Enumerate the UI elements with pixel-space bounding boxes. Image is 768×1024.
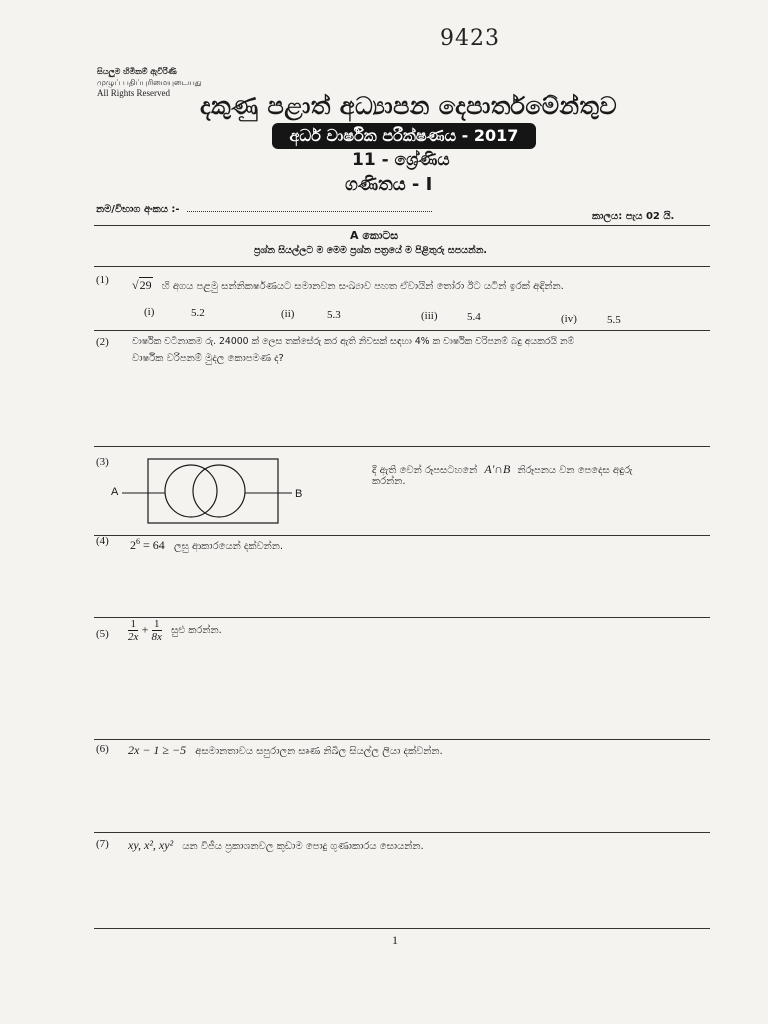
- name-label: නම/විභාග අංකය :-: [96, 204, 180, 215]
- option-value[interactable]: 5.4: [467, 311, 481, 323]
- set-a-label: A: [111, 486, 119, 498]
- question-number: (6): [96, 743, 109, 755]
- inequality-expression: 2x − 1 ≥ −5: [128, 743, 187, 757]
- copyright-sinhala: සියලුම හිමිකම් ඇවිරිණි: [97, 67, 177, 76]
- part-instruction: ප්‍රශ්න සියල්ලට ම මෙම ප්‍රශ්න පත්‍රයේ ම පිළිතුරු සපයන්න.: [254, 245, 488, 256]
- venn-diagram[interactable]: [106, 455, 306, 529]
- subject-title: ගණිතය - I: [345, 174, 433, 195]
- set-a-circle: [165, 465, 217, 517]
- name-write-line[interactable]: [187, 202, 432, 212]
- question-2-line1: වාර්ෂික වටිනාකම රු. 24000 ක් ලෙස තක්සේරු කර ඇති නිවසක් සඳහා 4% ක වාර්ෂික වරිපනම් බදු අයකරයි නම්: [132, 336, 575, 347]
- answer-line[interactable]: [94, 832, 710, 833]
- question-6-text: 2x − 1 ≥ −5 අසමානතාවය සපුරාලන සෘණ නිඛිල සියල්ල ලියා දක්වන්න.: [128, 743, 443, 757]
- question-2-line2: වාර්ෂික වරිපනම් මුදල කොපමණ ද?: [132, 353, 284, 364]
- copyright-notice: [97, 66, 202, 99]
- question-divider: [94, 330, 710, 331]
- question-number: (1): [96, 274, 109, 286]
- department-title: දකුණු පළාත් අධ්‍යාපන දෙපාර්තමේන්තුව: [200, 92, 618, 120]
- exam-title-badge: අර්ධ වාර්ෂික පරීක්ෂණය - 2017: [272, 123, 536, 149]
- answer-line[interactable]: [94, 739, 710, 740]
- option-label: (ii): [281, 308, 295, 320]
- serial-number: 9423: [440, 26, 500, 51]
- algebraic-terms: xy, x², xy²: [128, 838, 174, 852]
- question-5-text: $\frac{1}{2x}$ + $\frac{1}{8x}$ සුළු කරන්න.: [128, 618, 222, 643]
- plus-sign: +: [141, 622, 149, 637]
- universal-set-rectangle: [148, 459, 278, 523]
- question-3-line2: කරන්න.: [372, 476, 406, 487]
- fraction-2: $\frac{1}{8x}$: [151, 618, 162, 643]
- option-label: (iv): [561, 313, 577, 325]
- option-label: (i): [144, 306, 155, 318]
- option-label: (iii): [421, 310, 438, 322]
- option-value[interactable]: 5.3: [327, 309, 341, 321]
- set-b-circle: [193, 465, 245, 517]
- question-number: (3): [96, 456, 109, 468]
- option-value[interactable]: 5.2: [191, 307, 205, 319]
- section-divider: [94, 266, 710, 267]
- question-divider: [94, 535, 710, 536]
- page-number: 1: [392, 933, 398, 947]
- question-number: (2): [96, 336, 109, 348]
- name-field-row: [96, 202, 432, 215]
- question-1-text: √29 හි අගය පළමු සන්නිකර්ෂණයට සමානවන සංඛ්‍යාව පහත ඒවායින් තෝරා ඊට යටින් ඉරක් අඳින්න.: [132, 278, 564, 292]
- question-4-text: $2^6 = 64$ ලඝු ආකාරයෙන් දක්වන්න.: [130, 537, 284, 552]
- question-number: (5): [96, 628, 109, 640]
- fraction-1: $\frac{1}{2x}$: [128, 618, 139, 643]
- sqrt-expression: √29: [132, 278, 152, 292]
- question-number: (4): [96, 535, 109, 547]
- copyright-tamil: முழுப் பதிப்புரிமையுடையது: [97, 78, 202, 87]
- question-number: (7): [96, 838, 109, 850]
- answer-line[interactable]: [94, 446, 710, 447]
- set-b-label: B: [295, 488, 303, 500]
- question-7-text: xy, x², xy² යන වීජීය ප්‍රකාශනවල කුඩාම පොදු ගුණාකාරය සොයන්න.: [128, 838, 424, 852]
- part-title: A කොටස: [350, 229, 399, 242]
- time-label: කාලය: පැය 02 යි.: [592, 211, 675, 222]
- answer-line[interactable]: [94, 928, 710, 929]
- copyright-english: All Rights Reserved: [97, 88, 170, 98]
- grade-title: 11 - ශ්‍රේණිය: [352, 150, 450, 170]
- question-3-line1: දී ඇති වෙන් රූපසටහනේ A'∩B නිරූපනය වන පෙදෙස අඳුරු: [372, 462, 633, 476]
- option-value[interactable]: 5.5: [607, 314, 621, 326]
- header-divider: [94, 225, 710, 226]
- set-expression: A'∩B: [484, 462, 511, 476]
- power-expression: $2^6 = 64$: [130, 537, 165, 552]
